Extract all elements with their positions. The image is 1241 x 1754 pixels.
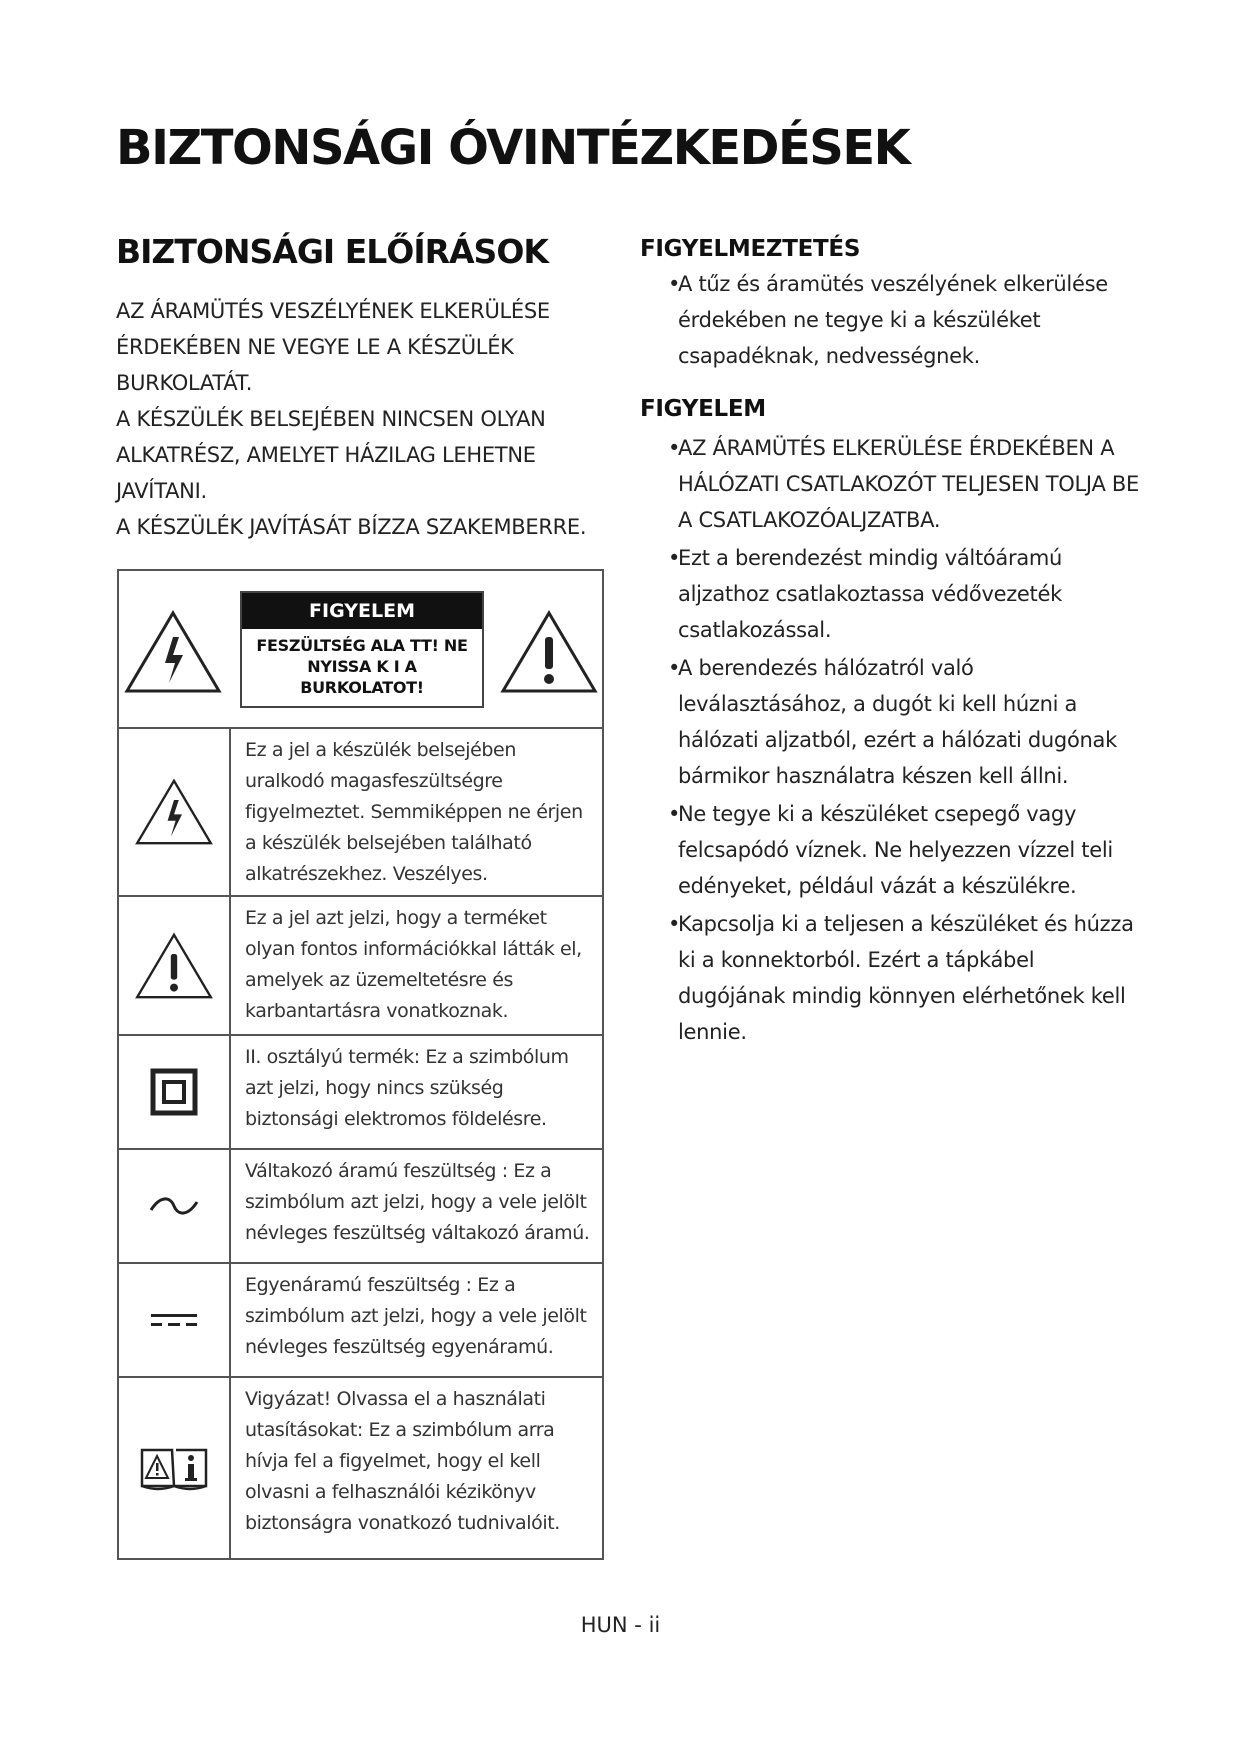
double-square-icon bbox=[150, 1068, 198, 1116]
page-number: HUN - ii bbox=[580, 1613, 661, 1637]
caution-label bbox=[240, 591, 484, 708]
caution-label-title: FIGYELEM bbox=[242, 593, 482, 629]
symbol-description: II. osztályú termék: Ez a szimbólum azt jelzi, hogy nincs szükség biztonsági elektromos földelésre. bbox=[245, 1046, 569, 1130]
symbol-row bbox=[119, 1378, 602, 1558]
dc-symbol-icon bbox=[149, 1310, 199, 1330]
warning-block bbox=[640, 236, 1140, 374]
safety-paragraph: A KÉSZÜLÉK BELSEJÉBEN NINCSEN OLYAN ALKATRÉSZ, AMELYET HÁZILAG LEHETNE JAVÍTANI. bbox=[116, 407, 546, 503]
symbol-description: Ez a jel azt jelzi, hogy a terméket olyan fontos információkkal látták el, amelyek az üzemeltetésre és karbantartásra vonatkoznak. bbox=[245, 907, 582, 1022]
section-title-safety-rules: BIZTONSÁGI ELŐÍRÁSOK bbox=[116, 232, 548, 271]
list-item: • Ne tegye ki a készüléket csepegő vagy felcsapódó víznek. Ne helyezzen vízzel teli edényeket, például vázát a készülékre. bbox=[640, 796, 1140, 904]
list-item: • A berendezés hálózatról való leválasztásához, a dugót ki kell húzni a hálózati aljzatból, ezért a hálózati dugónak bármikor használatra készen kell állni. bbox=[640, 650, 1140, 794]
safety-warning-text bbox=[116, 293, 612, 545]
list-item: • A tűz és áramütés veszélyének elkerülése érdekében ne tegye ki a készüléket csapadéknak, nedvességnek. bbox=[640, 266, 1140, 374]
warning-list bbox=[640, 266, 1140, 374]
safety-paragraph: AZ ÁRAMÜTÉS VESZÉLYÉNEK ELKERÜLÉSE ÉRDEKÉBEN NE VEGYE LE A KÉSZÜLÉK BURKOLATÁT. bbox=[116, 299, 550, 395]
symbol-table-header bbox=[119, 571, 602, 729]
symbol-row bbox=[119, 897, 602, 1036]
caution-list bbox=[640, 430, 1140, 1050]
symbol-description: Ez a jel a készülék belsejében uralkodó magasfeszültségre figyelmeztet. Semmiképpen ne érjen a készülék belsejében található alkatrészekhez. Veszélyes. bbox=[245, 739, 583, 885]
list-item: • Kapcsolja ki a teljesen a készüléket és húzza ki a konnektorból. Ezért a tápkábel dugójának mindig könnyen elérhetőnek kell lennie. bbox=[640, 906, 1140, 1050]
caution-label-body: FESZÜLTSÉG ALA TT! NE NYISSA K I A BURKOLATOT! bbox=[256, 636, 468, 697]
symbol-description: Váltakozó áramú feszültség : Ez a szimbólum azt jelzi, hogy a vele jelölt névleges feszültség váltakozó áramú. bbox=[245, 1160, 590, 1244]
caution-heading: FIGYELEM bbox=[640, 396, 766, 422]
lightning-triangle-icon bbox=[133, 776, 215, 848]
symbol-row bbox=[119, 1264, 602, 1378]
lightning-triangle-icon bbox=[123, 607, 223, 697]
symbol-row bbox=[119, 1150, 602, 1264]
warning-heading: FIGYELMEZTETÉS bbox=[640, 236, 861, 262]
symbol-row bbox=[119, 729, 602, 897]
list-item: • Ezt a berendezést mindig váltóáramú aljzathoz csatlakoztassa védővezeték csatlakozással. bbox=[640, 540, 1140, 648]
exclamation-triangle-icon bbox=[133, 930, 215, 1002]
symbol-table bbox=[117, 569, 604, 1560]
caution-block bbox=[640, 396, 1140, 1050]
tilde-ac-icon bbox=[148, 1194, 200, 1218]
symbol-description: Egyenáramú feszültség : Ez a szimbólum azt jelzi, hogy a vele jelölt névleges feszültség egyenáramú. bbox=[245, 1274, 587, 1358]
page-title: BIZTONSÁGI ÓVINTÉZKEDÉSEK bbox=[116, 120, 910, 176]
exclamation-triangle-icon bbox=[499, 607, 599, 697]
safety-paragraph: A KÉSZÜLÉK JAVÍTÁSÁT BÍZZA SZAKEMBERRE. bbox=[116, 515, 587, 539]
symbol-row bbox=[119, 1036, 602, 1150]
right-column bbox=[640, 236, 1140, 1050]
list-item: • AZ ÁRAMÜTÉS ELKERÜLÉSE ÉRDEKÉBEN A HÁLÓZATI CSATLAKOZÓT TELJESEN TOLJA BE A CSATLAKOZÓALJZATBA. bbox=[640, 430, 1140, 538]
left-column bbox=[116, 232, 612, 545]
manual-info-icon bbox=[138, 1442, 210, 1494]
symbol-description: Vigyázat! Olvassa el a használati utasításokat: Ez a szimbólum arra hívja fel a figyelmet, hogy el kell olvasni a felhasználói kézikönyv biztonságra vonatkozó tudnivalóit. bbox=[245, 1388, 560, 1534]
